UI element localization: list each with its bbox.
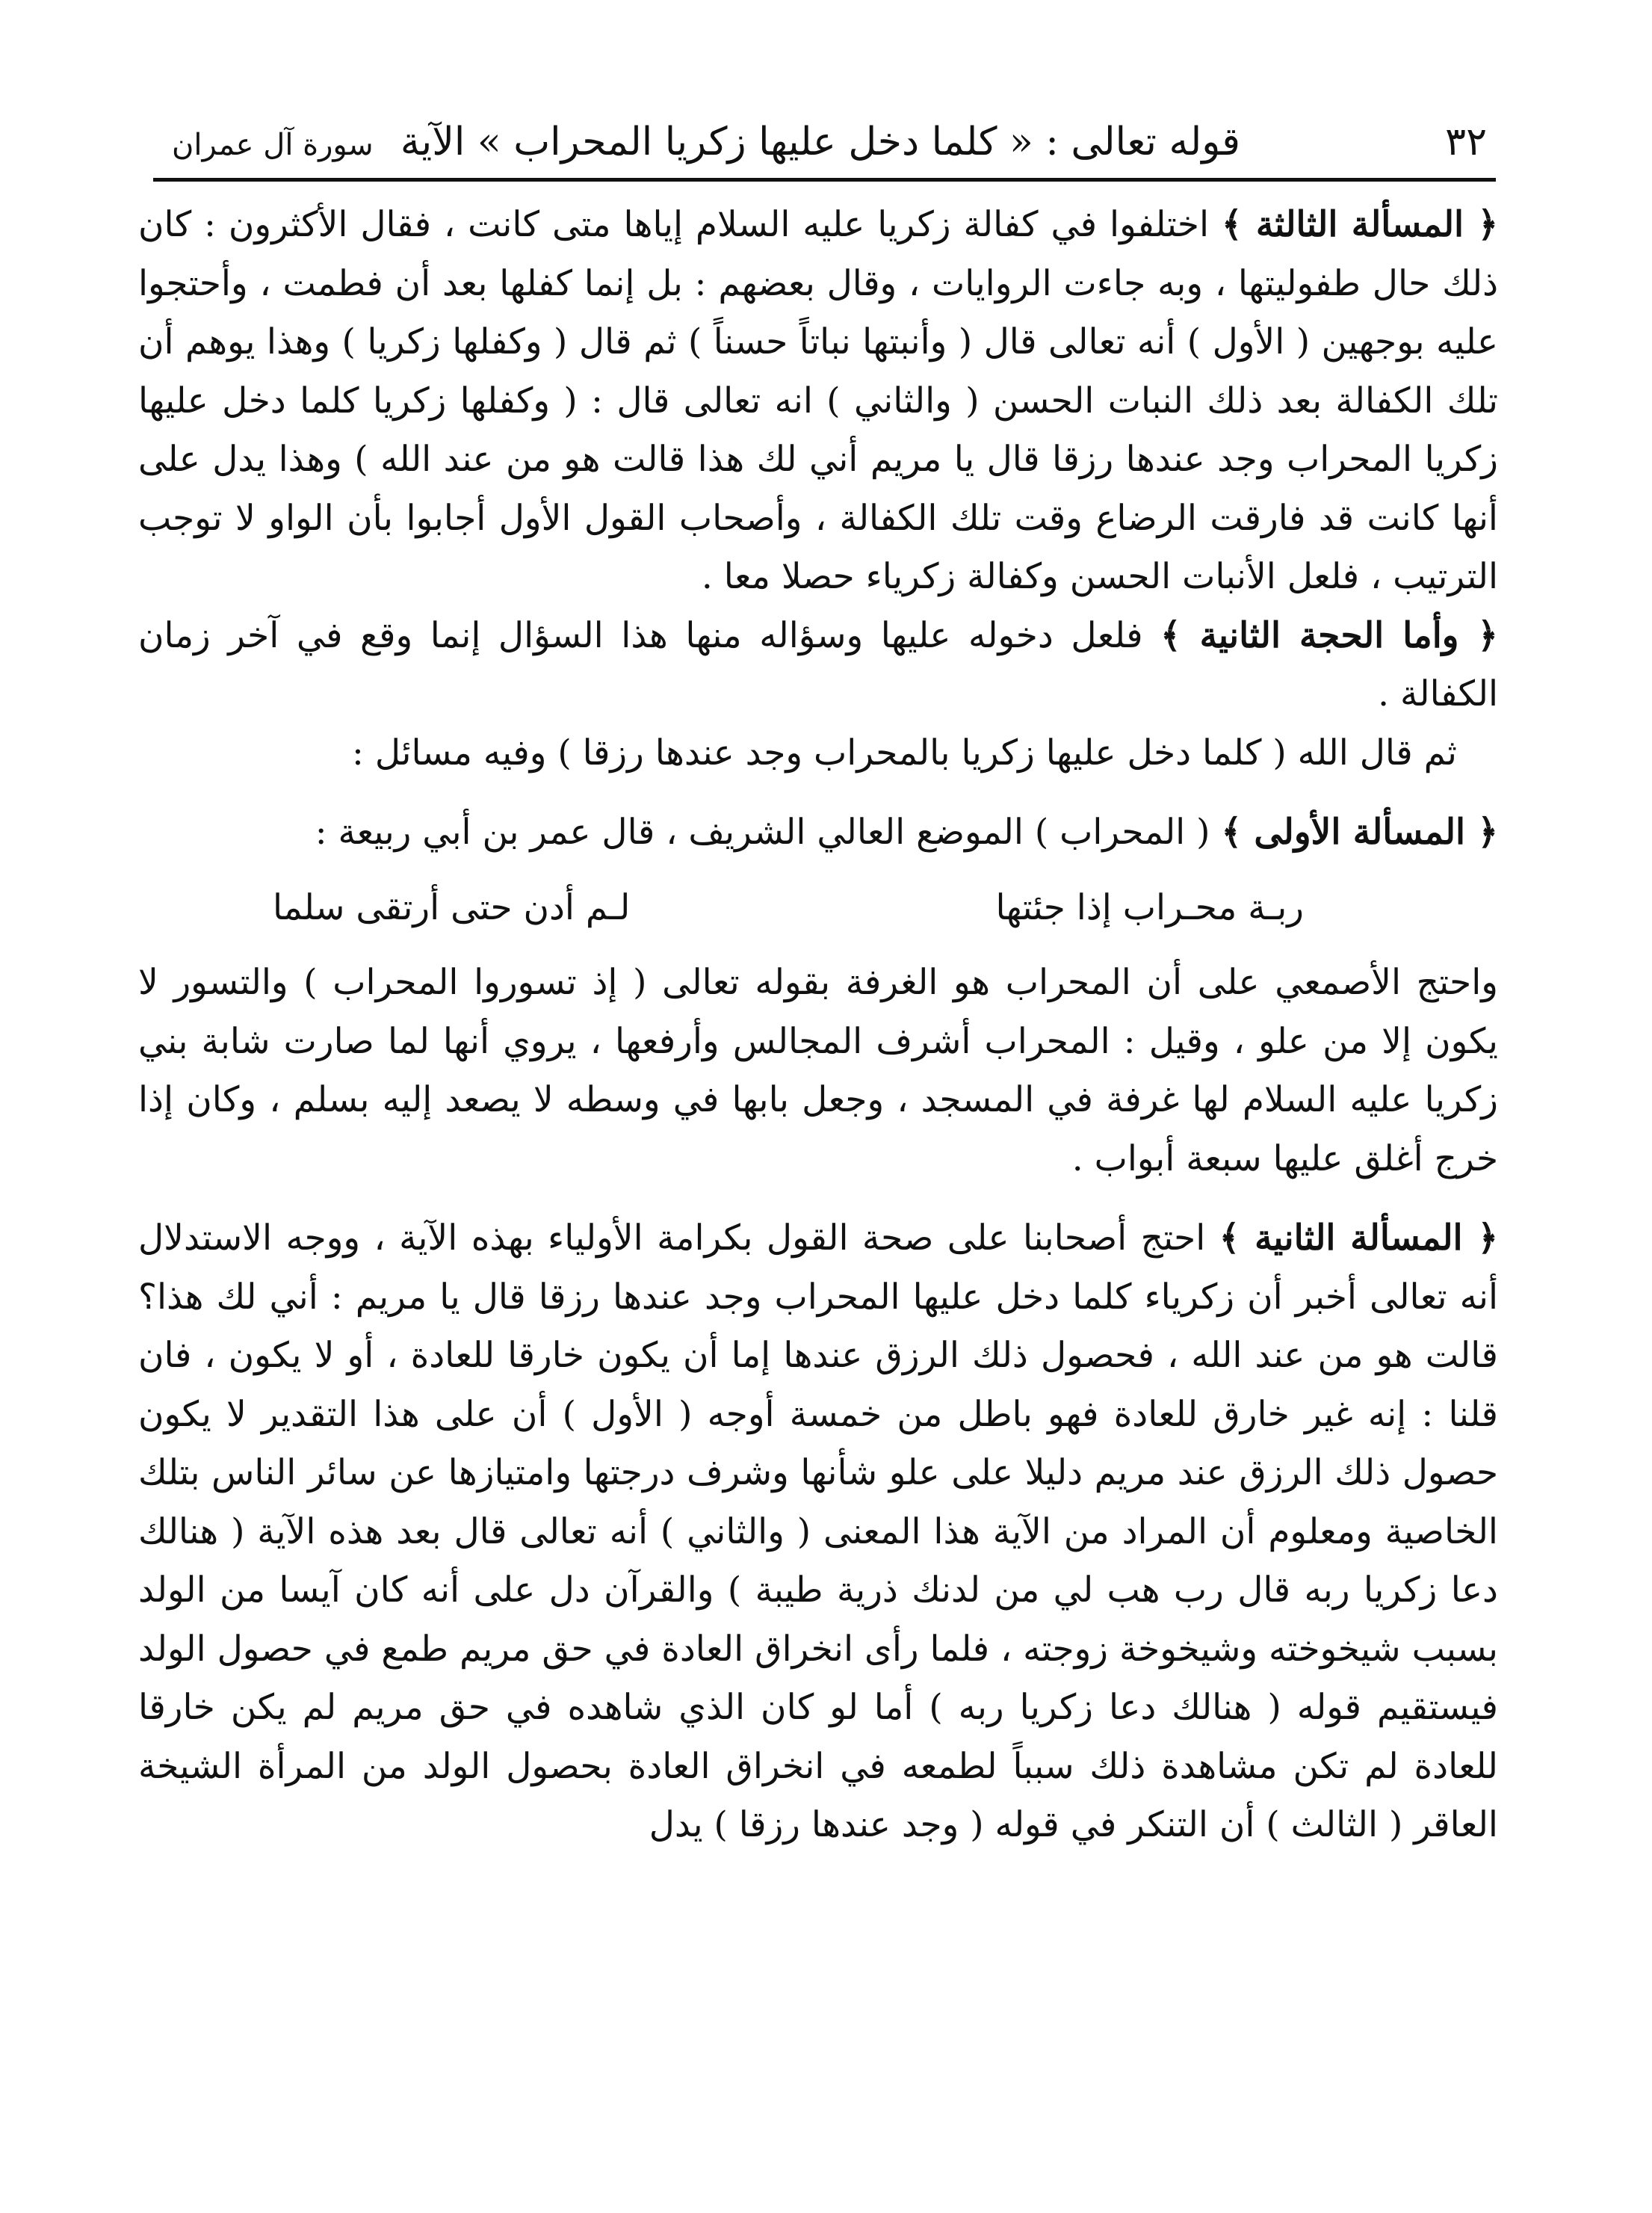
page-body (138, 196, 1498, 1855)
poem-verse (138, 862, 1498, 954)
paragraph-text: فلعل دخوله عليها وسؤاله منها هذا السؤال إنما وقع في آخر زمان الكفالة . (138, 614, 1498, 714)
paragraph-text: اختلفوا في كفالة زكريا عليه السلام إياها متى كانت ، فقال الأكثرون : كان ذلك حال طفوليتها ، وبه جاءت الروايات ، وقال بعضهم : بل إنما كفلها بعد أن فطمت ، وأحتجوا عليه بوجهين ( الأول ) أنه تعالى قال ( وأنبتها نباتاً حسناً ) ثم قال ( وكفلها زكريا ) وهذا يوهم أن تلك الكفالة بعد ذلك النبات الحسن ( والثاني ) انه تعالى قال : ( وكفلها زكريا كلما دخل عليها زكريا المحراب وجد عندها رزقا قال يا مريم أني لك هذا قالت هو من عند الله ) وهذا يدل على أنها كانت قد فارقت الرضاع وقت تلك الكفالة ، وأصحاب القول الأول أجابوا بأن الواو لا توجب الترتيب ، فلعل الأنبات الحسن وكفالة زكرياء حصلا معا . (138, 204, 1498, 597)
paragraph-second-issue (138, 1209, 1498, 1855)
poem-second-hemistich: لـم أدن حتى أرتقى سلما (273, 886, 631, 928)
running-verse-title: قوله تعالى : « كلما دخل عليها زكريا المحراب » الآية (400, 120, 1240, 164)
page-header (172, 112, 1487, 172)
section-heading: ﴿ المسألة الثالثة ﴾ (1221, 204, 1498, 245)
poem-first-hemistich: ربـة محـراب إذا جئتها (995, 886, 1304, 928)
section-heading: ﴿ المسألة الثانية ﴾ (1219, 1217, 1499, 1259)
spacer (138, 783, 1498, 803)
section-heading: ﴿ وأما الحجة الثانية ﴾ (1160, 614, 1498, 656)
section-heading: ﴿ المسألة الأولى ﴾ (1221, 812, 1498, 853)
paragraph-verse-intro (138, 724, 1498, 783)
paragraph-first-issue (138, 803, 1498, 862)
surah-name: سورة آل عمران (172, 128, 374, 162)
paragraph-asmai (138, 954, 1498, 1188)
spacer (138, 1188, 1498, 1209)
header-divider (153, 178, 1496, 182)
paragraph-text: ثم قال الله ( كلما دخل عليها زكريا بالمحراب وجد عندها رزقا ) وفيه مسائل : (352, 732, 1457, 774)
page-number: ٣٢ (1445, 120, 1487, 164)
paragraph-third-issue (138, 196, 1498, 607)
paragraph-text: احتج أصحابنا على صحة القول بكرامة الأولياء بهذه الآية ، ووجه الاستدلال أنه تعالى أخبر أن زكرياء كلما دخل عليها المحراب وجد عندها رزقا قال يا مريم : أني لك هذا؟ قالت هو من عند الله ، فحصول ذلك الرزق عندها إما أن يكون خارقا للعادة ، أو لا يكون ، فان قلنا : إنه غير خارق للعادة فهو باطل من خمسة أوجه ( الأول ) أن على هذا التقدير لا يكون حصول ذلك الرزق عند مريم دليلا على علو شأنها وشرف درجتها وامتيازها عن سائر الناس بتلك الخاصية ومعلوم أن المراد من الآية هذا المعنى ( والثاني ) أنه تعالى قال بعد هذه الآية ( هنالك دعا زكريا ربه قال رب هب لي من لدنك ذرية طيبة ) والقرآن دل على أنه كان آيسا من الولد بسبب شيخوخته وشيخوخة زوجته ، فلما رأى انخراق العادة في حق مريم طمع في حصول الولد فيستقيم قوله ( هنالك دعا زكريا ربه ) أما لو كان الذي شاهده في حق مريم لم يكن خارقا للعادة لم تكن مشاهدة ذلك سبباً لطمعه في انخراق العادة بحصول الولد من المرأة الشيخة العاقر ( الثالث ) أن التنكر في قوله ( وجد عندها رزقا ) يدل (138, 1217, 1498, 1845)
paragraph-text: واحتج الأصمعي على أن المحراب هو الغرفة بقوله تعالى ( إذ تسوروا المحراب ) والتسور لا يكون إلا من علو ، وقيل : المحراب أشرف المجالس وأرفعها ، يروي أنها لما صارت شابة بني زكريا عليه السلام لها غرفة في المسجد ، وجعل بابها في وسطه لا يصعد إليه بسلم ، وكان إذا خرج أغلق عليها سبعة أبواب . (138, 962, 1498, 1179)
paragraph-second-argument (138, 607, 1498, 724)
paragraph-text: ( المحراب ) الموضع العالي الشريف ، قال عمر بن أبي ربيعة : (315, 812, 1210, 853)
